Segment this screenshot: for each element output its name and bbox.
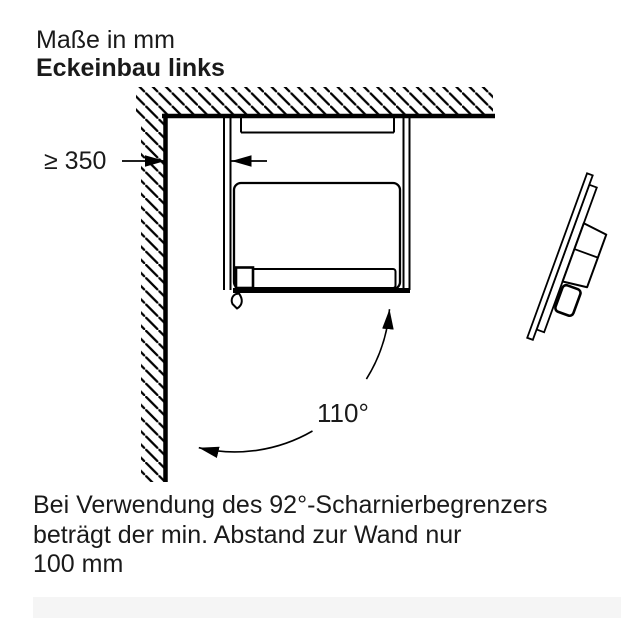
footnote-line-2: beträgt der min. Abstand zur Wand nur <box>33 520 462 549</box>
door-hinge-block <box>236 268 253 289</box>
door-hinge-lever <box>232 294 242 309</box>
footer-divider <box>33 597 621 618</box>
footnote-line-3: 100 mm <box>33 550 124 578</box>
footnote-line-1: Bei Verwendung des 92°-Scharnierbegrenzers <box>33 491 548 519</box>
wall-clearance-label: ≥ 350 <box>44 147 107 175</box>
footnote <box>33 491 547 580</box>
units-note: Maße in mm <box>36 26 175 54</box>
appliance-front-bar <box>236 268 396 289</box>
appliance-body <box>224 118 410 290</box>
swing-arc-upper-arrow <box>366 309 389 379</box>
door-swing-arc <box>199 309 390 452</box>
swing-arc-lower-arrow <box>199 431 313 452</box>
figure-title: Eckeinbau links <box>36 54 225 82</box>
open-door <box>527 173 624 351</box>
door-angle-label: 110° <box>317 398 369 428</box>
